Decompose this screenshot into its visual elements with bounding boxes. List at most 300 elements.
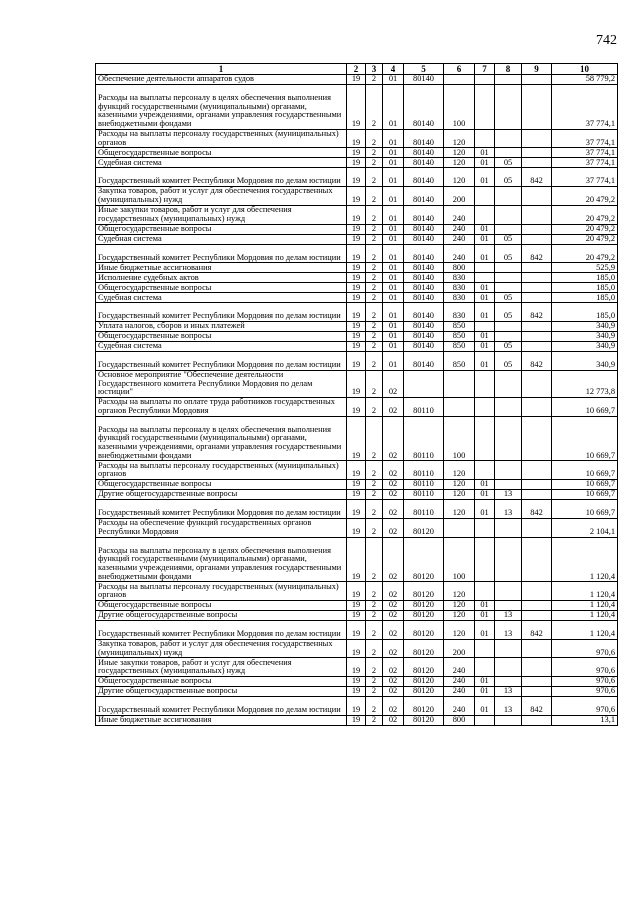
- cell-col-4: 01: [383, 263, 404, 273]
- cell-name: Иные закупки товаров, работ и услуг для обеспечения государственных (муниципальных) нужд: [96, 205, 347, 224]
- cell-col-7: 01: [475, 480, 495, 490]
- cell-name: Судебная система: [96, 158, 347, 168]
- cell-col-6: 120: [444, 158, 475, 168]
- cell-col-7: 01: [475, 490, 495, 500]
- cell-col-7: [475, 370, 495, 397]
- cell-col-4: 01: [383, 244, 404, 263]
- cell-col-5: 80120: [404, 639, 444, 658]
- cell-col-6: 120: [444, 148, 475, 158]
- cell-col-2: 19: [347, 480, 366, 490]
- cell-col-2: 19: [347, 273, 366, 283]
- cell-col-4: 02: [383, 518, 404, 537]
- cell-col-9: [522, 85, 552, 130]
- cell-col-4: 01: [383, 283, 404, 293]
- cell-col-5: 80120: [404, 518, 444, 537]
- table-row: [96, 490, 618, 500]
- cell-col-6: 120: [444, 500, 475, 519]
- table-row: [96, 398, 618, 417]
- cell-amount: 12 773,8: [552, 370, 618, 397]
- cell-col-9: [522, 490, 552, 500]
- cell-col-4: 01: [383, 321, 404, 331]
- cell-col-4: 01: [383, 331, 404, 341]
- cell-amount: 37 774,1: [552, 129, 618, 148]
- table-row: [96, 677, 618, 687]
- cell-col-4: 02: [383, 582, 404, 601]
- cell-amount: 37 774,1: [552, 168, 618, 187]
- cell-col-2: 19: [347, 601, 366, 611]
- cell-col-5: 80120: [404, 621, 444, 640]
- cell-col-5: 80120: [404, 677, 444, 687]
- cell-name: Государственный комитет Республики Мордовия по делам юстиции: [96, 168, 347, 187]
- cell-col-6: 800: [444, 715, 475, 725]
- cell-amount: 10 669,7: [552, 500, 618, 519]
- cell-name: Общегосударственные вопросы: [96, 283, 347, 293]
- cell-col-2: 19: [347, 518, 366, 537]
- table-row: [96, 639, 618, 658]
- cell-amount: 37 774,1: [552, 148, 618, 158]
- table-header: [96, 64, 618, 75]
- cell-col-7: 01: [475, 331, 495, 341]
- cell-amount: 10 669,7: [552, 490, 618, 500]
- cell-amount: 13,1: [552, 715, 618, 725]
- cell-col-4: 01: [383, 187, 404, 206]
- cell-col-6: 100: [444, 537, 475, 582]
- cell-name: Закупка товаров, работ и услуг для обеспечения государственных (муниципальных) нужд: [96, 639, 347, 658]
- cell-name: Государственный комитет Республики Мордовия по делам юстиции: [96, 697, 347, 716]
- cell-col-9: 842: [522, 303, 552, 322]
- cell-col-8: [495, 639, 522, 658]
- table-row: [96, 129, 618, 148]
- cell-col-6: 240: [444, 658, 475, 677]
- cell-amount: 2 104,1: [552, 518, 618, 537]
- cell-col-2: 19: [347, 234, 366, 244]
- cell-col-7: 01: [475, 158, 495, 168]
- cell-col-2: 19: [347, 500, 366, 519]
- cell-col-3: 2: [366, 537, 383, 582]
- cell-col-8: [495, 480, 522, 490]
- table-row: [96, 85, 618, 130]
- cell-col-5: 80140: [404, 351, 444, 370]
- cell-col-7: [475, 582, 495, 601]
- cell-col-4: 01: [383, 234, 404, 244]
- cell-col-6: [444, 370, 475, 397]
- cell-col-9: [522, 658, 552, 677]
- cell-col-2: 19: [347, 687, 366, 697]
- cell-col-4: 02: [383, 621, 404, 640]
- cell-col-7: [475, 461, 495, 480]
- cell-col-8: [495, 148, 522, 158]
- cell-col-6: 120: [444, 621, 475, 640]
- cell-col-3: 2: [366, 273, 383, 283]
- cell-col-6: 200: [444, 639, 475, 658]
- cell-col-5: 80120: [404, 658, 444, 677]
- cell-col-5: 80140: [404, 293, 444, 303]
- cell-name: Расходы на выплаты персоналу в целях обеспечения выполнения функций государственными (муниципальными) органами, казенными учреждениями, органами управления государственными внебюджетными фондами: [96, 416, 347, 461]
- table-row: [96, 187, 618, 206]
- cell-name: Другие общегосударственные вопросы: [96, 490, 347, 500]
- cell-col-2: 19: [347, 537, 366, 582]
- cell-amount: 10 669,7: [552, 416, 618, 461]
- cell-col-9: [522, 331, 552, 341]
- cell-name: Общегосударственные вопросы: [96, 331, 347, 341]
- cell-col-3: 2: [366, 621, 383, 640]
- cell-col-4: 02: [383, 461, 404, 480]
- cell-col-8: 05: [495, 244, 522, 263]
- cell-col-9: 842: [522, 244, 552, 263]
- table-row: [96, 303, 618, 322]
- header-col-7: 7: [475, 64, 495, 75]
- cell-col-6: 800: [444, 263, 475, 273]
- cell-col-6: 120: [444, 461, 475, 480]
- cell-col-2: 19: [347, 224, 366, 234]
- cell-col-6: 850: [444, 331, 475, 341]
- cell-col-3: 2: [366, 715, 383, 725]
- cell-col-7: 01: [475, 500, 495, 519]
- cell-col-8: [495, 601, 522, 611]
- cell-col-7: 01: [475, 601, 495, 611]
- table-row: [96, 697, 618, 716]
- cell-amount: 20 479,2: [552, 187, 618, 206]
- table-row: [96, 582, 618, 601]
- cell-col-3: 2: [366, 303, 383, 322]
- cell-col-5: 80140: [404, 341, 444, 351]
- cell-col-2: 19: [347, 341, 366, 351]
- cell-name: Судебная система: [96, 293, 347, 303]
- cell-col-2: 19: [347, 582, 366, 601]
- table-row: [96, 75, 618, 85]
- cell-name: Расходы на выплаты персоналу государственных (муниципальных) органов: [96, 461, 347, 480]
- cell-amount: 185,0: [552, 303, 618, 322]
- cell-col-2: 19: [347, 85, 366, 130]
- cell-col-8: 05: [495, 293, 522, 303]
- cell-col-8: [495, 398, 522, 417]
- cell-col-5: 80120: [404, 601, 444, 611]
- cell-col-8: [495, 224, 522, 234]
- cell-col-4: 01: [383, 293, 404, 303]
- cell-col-4: 01: [383, 75, 404, 85]
- cell-col-4: 01: [383, 351, 404, 370]
- cell-col-3: 2: [366, 518, 383, 537]
- cell-name: Обеспечение деятельности аппаратов судов: [96, 75, 347, 85]
- cell-col-5: 80140: [404, 187, 444, 206]
- cell-col-4: 02: [383, 715, 404, 725]
- cell-col-9: [522, 715, 552, 725]
- cell-name: Общегосударственные вопросы: [96, 601, 347, 611]
- cell-col-8: [495, 263, 522, 273]
- cell-col-2: 19: [347, 205, 366, 224]
- cell-col-7: [475, 273, 495, 283]
- cell-col-9: [522, 273, 552, 283]
- cell-col-6: 830: [444, 293, 475, 303]
- table-body: [96, 75, 618, 726]
- cell-name: Судебная система: [96, 234, 347, 244]
- cell-col-7: 01: [475, 677, 495, 687]
- cell-col-6: 120: [444, 582, 475, 601]
- cell-col-2: 19: [347, 263, 366, 273]
- cell-col-2: 19: [347, 148, 366, 158]
- cell-amount: 20 479,2: [552, 234, 618, 244]
- cell-col-6: 120: [444, 129, 475, 148]
- table-row: [96, 205, 618, 224]
- cell-col-5: 80140: [404, 158, 444, 168]
- cell-col-7: 01: [475, 303, 495, 322]
- cell-col-2: 19: [347, 303, 366, 322]
- cell-col-3: 2: [366, 398, 383, 417]
- cell-col-9: [522, 293, 552, 303]
- cell-col-7: 01: [475, 244, 495, 263]
- cell-col-9: [522, 370, 552, 397]
- cell-name: Закупка товаров, работ и услуг для обеспечения государственных (муниципальных) нужд: [96, 187, 347, 206]
- cell-col-7: [475, 205, 495, 224]
- cell-col-2: 19: [347, 370, 366, 397]
- budget-table: [95, 63, 618, 726]
- cell-col-3: 2: [366, 331, 383, 341]
- cell-col-8: [495, 205, 522, 224]
- cell-name: Расходы на выплаты персоналу государственных (муниципальных) органов: [96, 129, 347, 148]
- cell-col-5: 80120: [404, 537, 444, 582]
- cell-col-5: 80140: [404, 331, 444, 341]
- table-row: [96, 263, 618, 273]
- cell-col-9: [522, 416, 552, 461]
- header-col-3: 3: [366, 64, 383, 75]
- cell-amount: 970,6: [552, 639, 618, 658]
- cell-col-2: 19: [347, 293, 366, 303]
- cell-col-8: 05: [495, 168, 522, 187]
- cell-col-4: 01: [383, 85, 404, 130]
- cell-col-6: 120: [444, 601, 475, 611]
- cell-col-6: [444, 75, 475, 85]
- cell-col-3: 2: [366, 601, 383, 611]
- cell-col-8: [495, 370, 522, 397]
- table-row: [96, 601, 618, 611]
- cell-col-5: 80120: [404, 697, 444, 716]
- cell-col-2: 19: [347, 658, 366, 677]
- cell-amount: 340,9: [552, 331, 618, 341]
- cell-col-8: [495, 715, 522, 725]
- cell-col-7: [475, 715, 495, 725]
- cell-col-4: 01: [383, 273, 404, 283]
- cell-col-5: [404, 370, 444, 397]
- cell-col-8: [495, 416, 522, 461]
- cell-col-6: [444, 518, 475, 537]
- page-number: 742: [596, 33, 617, 48]
- cell-col-9: 842: [522, 351, 552, 370]
- cell-name: Расходы на выплаты по оплате труда работников государственных органов Республики Мордовия: [96, 398, 347, 417]
- header-col-6: 6: [444, 64, 475, 75]
- cell-col-9: [522, 537, 552, 582]
- cell-col-6: 240: [444, 687, 475, 697]
- cell-col-8: [495, 187, 522, 206]
- cell-col-9: [522, 187, 552, 206]
- cell-col-2: 19: [347, 129, 366, 148]
- cell-col-8: 13: [495, 621, 522, 640]
- cell-col-6: 850: [444, 321, 475, 331]
- cell-col-2: 19: [347, 158, 366, 168]
- cell-col-9: [522, 398, 552, 417]
- cell-col-9: [522, 639, 552, 658]
- cell-col-4: 02: [383, 658, 404, 677]
- cell-col-3: 2: [366, 234, 383, 244]
- cell-col-8: [495, 283, 522, 293]
- table-row: [96, 500, 618, 519]
- cell-col-6: 200: [444, 187, 475, 206]
- cell-col-2: 19: [347, 398, 366, 417]
- cell-col-4: 02: [383, 697, 404, 716]
- cell-col-4: 02: [383, 601, 404, 611]
- cell-col-8: 05: [495, 341, 522, 351]
- cell-amount: 185,0: [552, 273, 618, 283]
- table-row: [96, 518, 618, 537]
- cell-name: Государственный комитет Республики Мордовия по делам юстиции: [96, 244, 347, 263]
- cell-col-3: 2: [366, 582, 383, 601]
- table-row: [96, 158, 618, 168]
- cell-col-4: 02: [383, 500, 404, 519]
- cell-col-7: 01: [475, 687, 495, 697]
- table-row: [96, 416, 618, 461]
- cell-col-5: 80140: [404, 321, 444, 331]
- table-row: [96, 370, 618, 397]
- cell-amount: 10 669,7: [552, 480, 618, 490]
- cell-col-8: [495, 75, 522, 85]
- cell-col-5: 80140: [404, 244, 444, 263]
- cell-name: Основное мероприятие "Обеспечение деятельности Государственного комитета Республики Мордовия по делам юстиции": [96, 370, 347, 397]
- cell-col-8: 05: [495, 234, 522, 244]
- cell-col-2: 19: [347, 351, 366, 370]
- cell-col-7: 01: [475, 621, 495, 640]
- table-row: [96, 537, 618, 582]
- cell-col-6: 120: [444, 480, 475, 490]
- cell-col-7: 01: [475, 697, 495, 716]
- cell-col-7: 01: [475, 234, 495, 244]
- cell-col-8: [495, 273, 522, 283]
- cell-col-5: 80110: [404, 398, 444, 417]
- cell-col-3: 2: [366, 697, 383, 716]
- cell-col-9: [522, 129, 552, 148]
- header-row: [96, 64, 618, 75]
- cell-amount: 20 479,2: [552, 244, 618, 263]
- cell-name: Расходы на выплаты персоналу в целях обеспечения выполнения функций государственными (муниципальными) органами, казенными учреждениями, органами управления государственными внебюджетными фондами: [96, 85, 347, 130]
- cell-col-2: 19: [347, 715, 366, 725]
- cell-amount: 340,9: [552, 351, 618, 370]
- cell-col-6: 830: [444, 273, 475, 283]
- table-row: [96, 611, 618, 621]
- cell-col-4: 02: [383, 687, 404, 697]
- cell-col-6: 240: [444, 244, 475, 263]
- table-row: [96, 351, 618, 370]
- cell-amount: 1 120,4: [552, 601, 618, 611]
- cell-col-9: [522, 611, 552, 621]
- cell-col-7: 01: [475, 168, 495, 187]
- cell-col-6: 120: [444, 490, 475, 500]
- cell-col-4: 02: [383, 611, 404, 621]
- cell-col-3: 2: [366, 500, 383, 519]
- cell-col-2: 19: [347, 461, 366, 480]
- cell-col-7: [475, 263, 495, 273]
- cell-col-3: 2: [366, 283, 383, 293]
- cell-col-3: 2: [366, 687, 383, 697]
- table-row: [96, 148, 618, 158]
- cell-col-5: 80120: [404, 611, 444, 621]
- cell-col-3: 2: [366, 129, 383, 148]
- cell-col-8: 13: [495, 490, 522, 500]
- cell-amount: 1 120,4: [552, 611, 618, 621]
- cell-col-6: 830: [444, 283, 475, 293]
- cell-name: Иные закупки товаров, работ и услуг для обеспечения государственных (муниципальных) нужд: [96, 658, 347, 677]
- cell-col-6: 240: [444, 697, 475, 716]
- cell-col-2: 19: [347, 697, 366, 716]
- cell-col-2: 19: [347, 677, 366, 687]
- cell-col-7: [475, 416, 495, 461]
- header-col-8: 8: [495, 64, 522, 75]
- cell-col-3: 2: [366, 677, 383, 687]
- cell-col-7: [475, 187, 495, 206]
- cell-col-7: 01: [475, 224, 495, 234]
- cell-col-9: [522, 687, 552, 697]
- cell-name: Уплата налогов, сборов и иных платежей: [96, 321, 347, 331]
- cell-col-6: 100: [444, 416, 475, 461]
- cell-col-8: [495, 331, 522, 341]
- table-row: [96, 224, 618, 234]
- cell-col-7: [475, 639, 495, 658]
- cell-amount: 1 120,4: [552, 582, 618, 601]
- cell-col-3: 2: [366, 611, 383, 621]
- cell-amount: 970,6: [552, 658, 618, 677]
- cell-col-9: [522, 461, 552, 480]
- cell-name: Иные бюджетные ассигнования: [96, 263, 347, 273]
- table-row: [96, 273, 618, 283]
- cell-col-3: 2: [366, 187, 383, 206]
- cell-col-5: 80140: [404, 303, 444, 322]
- table-row: [96, 658, 618, 677]
- cell-col-3: 2: [366, 224, 383, 234]
- cell-col-4: 01: [383, 158, 404, 168]
- header-col-4: 4: [383, 64, 404, 75]
- cell-amount: 970,6: [552, 677, 618, 687]
- cell-col-9: [522, 677, 552, 687]
- cell-col-2: 19: [347, 168, 366, 187]
- table-row: [96, 621, 618, 640]
- cell-col-2: 19: [347, 244, 366, 263]
- cell-col-8: [495, 518, 522, 537]
- cell-col-6: 850: [444, 341, 475, 351]
- cell-col-8: 05: [495, 158, 522, 168]
- cell-name: Судебная система: [96, 341, 347, 351]
- cell-name: Другие общегосударственные вопросы: [96, 687, 347, 697]
- table-row: [96, 687, 618, 697]
- cell-col-9: 842: [522, 168, 552, 187]
- cell-col-5: 80140: [404, 205, 444, 224]
- header-col-2: 2: [347, 64, 366, 75]
- cell-col-8: [495, 461, 522, 480]
- cell-name: Государственный комитет Республики Мордовия по делам юстиции: [96, 500, 347, 519]
- cell-col-9: [522, 283, 552, 293]
- cell-col-6: 240: [444, 224, 475, 234]
- cell-col-8: 13: [495, 697, 522, 716]
- cell-amount: 10 669,7: [552, 461, 618, 480]
- cell-col-4: 02: [383, 537, 404, 582]
- cell-col-9: [522, 224, 552, 234]
- cell-col-5: 80140: [404, 129, 444, 148]
- cell-col-8: [495, 321, 522, 331]
- cell-col-8: 13: [495, 687, 522, 697]
- cell-col-8: 13: [495, 500, 522, 519]
- cell-amount: 340,9: [552, 341, 618, 351]
- cell-col-5: 80140: [404, 234, 444, 244]
- cell-name: Государственный комитет Республики Мордовия по делам юстиции: [96, 621, 347, 640]
- cell-col-3: 2: [366, 480, 383, 490]
- cell-amount: 10 669,7: [552, 398, 618, 417]
- cell-col-6: 850: [444, 351, 475, 370]
